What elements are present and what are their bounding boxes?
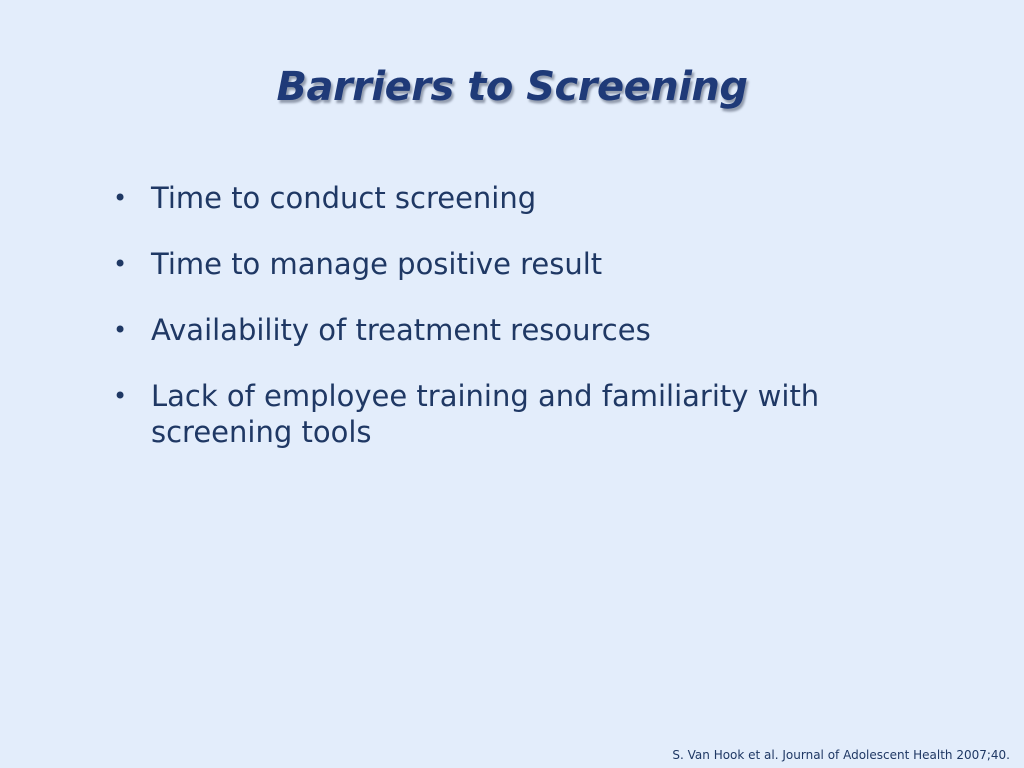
bullet-item bbox=[113, 312, 893, 348]
bullet-text: Time to manage positive result bbox=[151, 247, 603, 281]
citation-footer: S. Van Hook et al. Journal of Adolescent Health 2007;40. bbox=[672, 748, 1010, 762]
bullet-text: Time to conduct screening bbox=[151, 181, 537, 215]
bullet-list bbox=[113, 180, 893, 480]
bullet-item bbox=[113, 246, 893, 282]
bullet-dot-icon: • bbox=[113, 382, 128, 410]
bullet-text: Availability of treatment resources bbox=[151, 313, 651, 347]
bullet-item bbox=[113, 180, 893, 216]
bullet-item bbox=[113, 378, 893, 450]
slide-title: Barriers to Screening bbox=[276, 64, 748, 110]
bullet-text: Lack of employee training and familiarity with screening tools bbox=[151, 379, 820, 449]
bullet-dot-icon: • bbox=[113, 250, 128, 278]
bullet-dot-icon: • bbox=[113, 184, 128, 212]
bullet-dot-icon: • bbox=[113, 316, 128, 344]
